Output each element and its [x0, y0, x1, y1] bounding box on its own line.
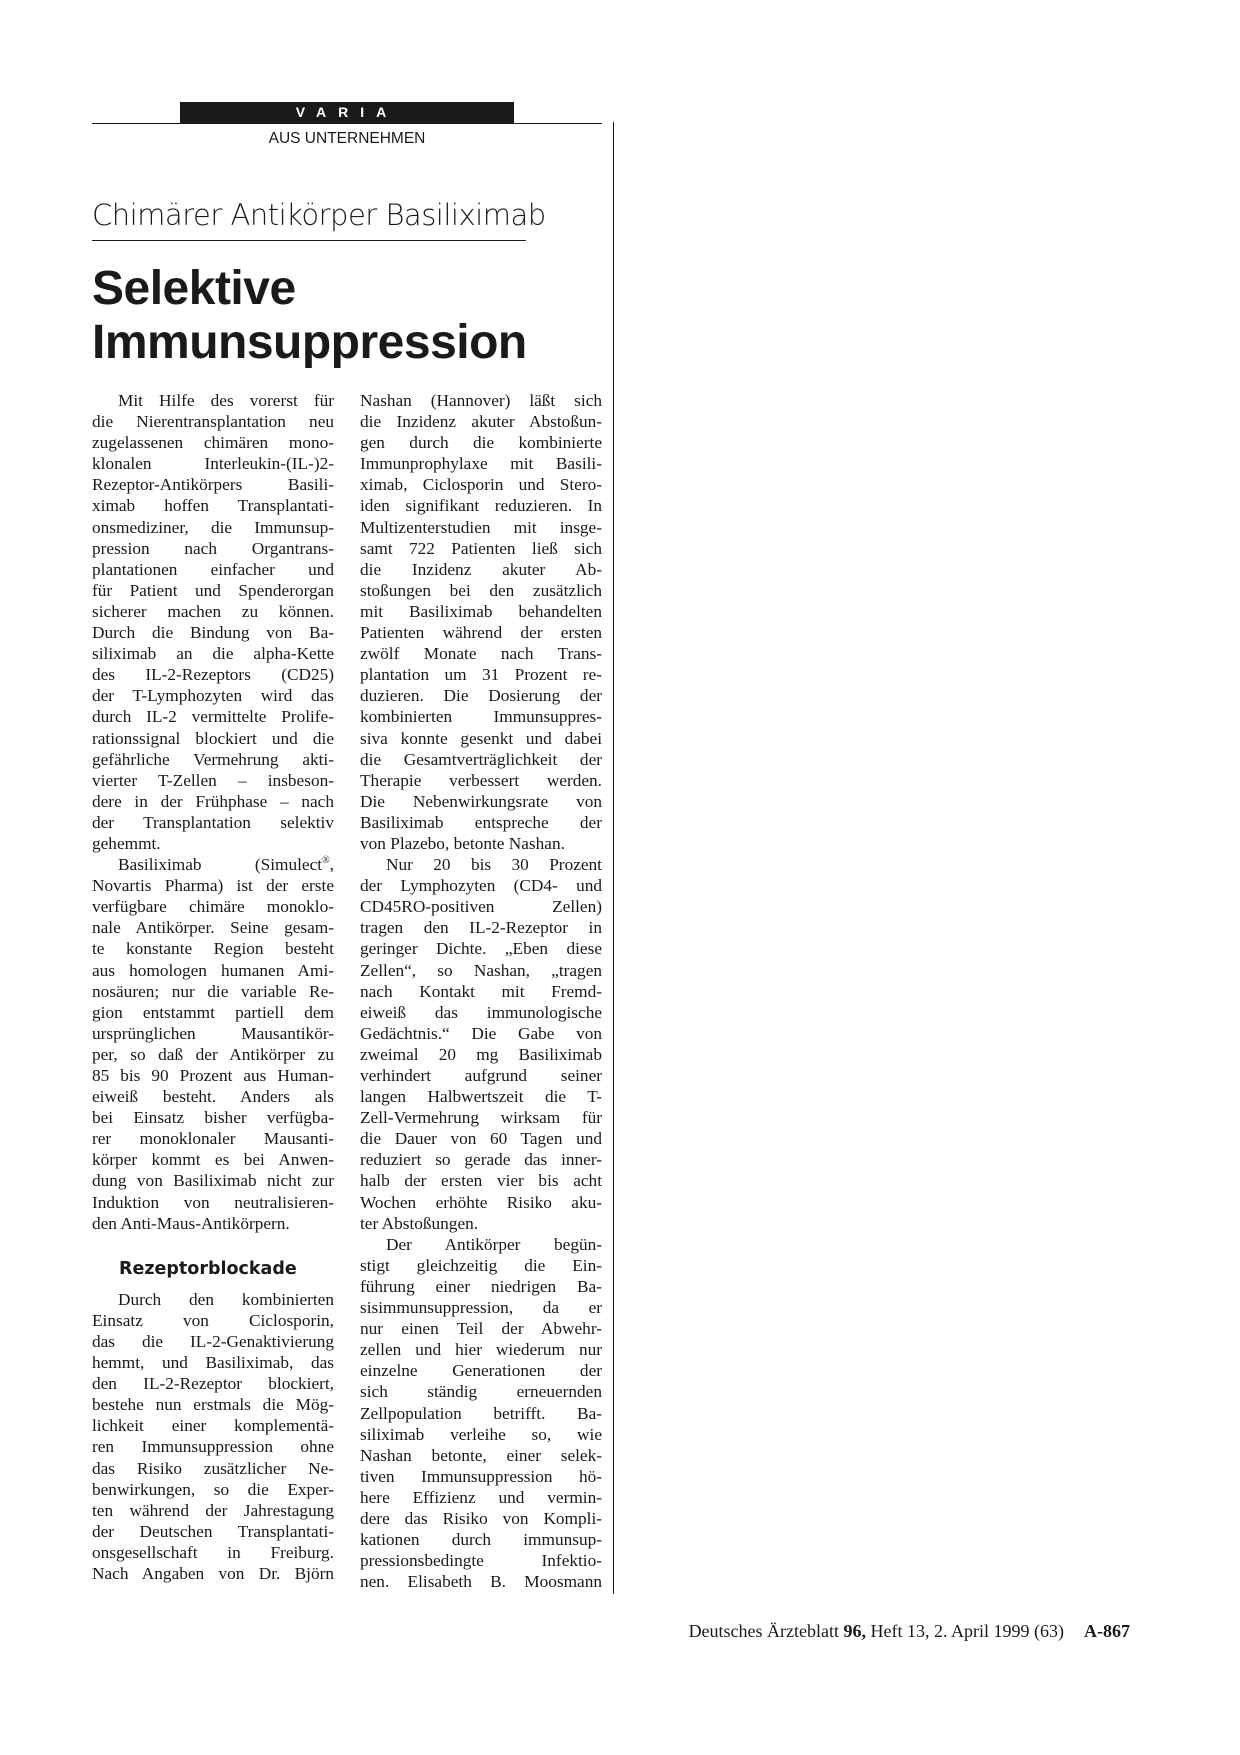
subheading: Rezeptorblockade: [119, 1258, 297, 1279]
subsection-label: AUS UNTERNEHMEN: [268, 130, 426, 147]
footer-volume: 96,: [843, 1621, 867, 1641]
text-line: des IL-2-Rezeptors (CD25): [92, 665, 334, 685]
text-line: stigt gleichzeitig die Ein-: [360, 1255, 602, 1275]
text-line: verfügbare chimäre monoklo-: [92, 897, 334, 917]
text-line: Rezeptor-Antikörpers Basili-: [92, 475, 334, 495]
text-line: ximab, Ciclosporin und Stero-: [360, 475, 602, 495]
text-line: lichkeit einer komplementä-: [92, 1416, 334, 1436]
kicker-underline: [92, 240, 526, 241]
text-line: stoßungen bei den zusätzlich: [360, 580, 602, 600]
text-line: Nur 20 bis 30 Prozent: [386, 855, 602, 875]
text-line: nach Kontakt mit Fremd-: [360, 981, 602, 1001]
text-line: dere in der Frühphase – nach: [92, 791, 334, 811]
text-line: Induktion von neutralisieren-: [92, 1192, 334, 1212]
text-line: reduziert so gerade das inner-: [360, 1150, 602, 1170]
text-line: ren Immunsuppression ohne: [92, 1437, 334, 1457]
text-line: zellen und hier wiederum nur: [360, 1340, 602, 1360]
text-line: siliximab an die alpha-Kette: [92, 644, 334, 664]
text-line: Wochen erhöhte Risiko aku-: [360, 1192, 602, 1212]
text-line: plantation um 31 Prozent re-: [360, 665, 602, 685]
text-line: Therapie verbessert werden.: [360, 770, 602, 790]
text-line: dere das Risiko von Kompli-: [360, 1508, 602, 1528]
text-line: sisimmunsuppression, da er: [360, 1298, 602, 1318]
text-line: Basiliximab entspreche der: [360, 812, 602, 832]
text-line: benwirkungen, so die Exper-: [92, 1479, 334, 1499]
footer-issue: Heft 13, 2. April 1999 (63): [870, 1621, 1064, 1641]
text-line: iden signifikant reduzieren. In: [360, 496, 602, 516]
article-column-2: [360, 390, 602, 1592]
text-line: der T-Lymphozyten wird das: [92, 686, 334, 706]
text-line: die Dauer von 60 Tagen und: [360, 1129, 602, 1149]
text-line: der Transplantation selektiv: [92, 812, 334, 832]
text-line: tragen den IL-2-Rezeptor in: [360, 918, 602, 938]
text-line: ter Abstoßungen.: [360, 1213, 479, 1233]
text-line: here Effizienz und vermin-: [360, 1487, 602, 1507]
text-line: gen durch die kombinierte: [360, 433, 602, 453]
text-line: tiven Immunsuppression hö-: [360, 1466, 602, 1486]
text-line: ten während der Jahrestagung: [92, 1500, 334, 1520]
text-line: aus homologen humanen Ami-: [92, 960, 334, 980]
text-line: zwölf Monate nach Trans-: [360, 644, 602, 664]
headline-line: Immunsuppression: [92, 316, 527, 369]
text-line: Zellpopulation betrifft. Ba-: [360, 1403, 602, 1423]
text-line: nale Antikörper. Seine gesam-: [92, 918, 334, 938]
text-line: Novartis Pharma) ist der erste: [92, 876, 334, 896]
text-line: Durch die Bindung von Ba-: [92, 623, 334, 643]
text-line: die Nierentransplantation neu: [92, 412, 334, 432]
text-line: zweimal 20 mg Basiliximab: [360, 1044, 602, 1064]
text-line: Zellen“, so Nashan, „tragen: [360, 960, 602, 980]
text-line: den IL-2-Rezeptor blockiert,: [92, 1374, 334, 1394]
article-kicker: Chimärer Antikörper Basiliximab: [92, 198, 546, 232]
text-line: zugelassenen chimären mono-: [92, 433, 334, 453]
text-line: siva konnte gesenkt und dabei: [360, 728, 602, 748]
text-line: Nashan (Hannover) läßt sich: [360, 391, 602, 410]
text-line: Mit Hilfe des vorerst für: [118, 391, 334, 410]
text-line: ximab hoffen Transplantati-: [92, 496, 334, 516]
column-rule: [613, 122, 614, 1594]
page-footer: [630, 1620, 1130, 1642]
text-line: vierter T-Zellen – insbeson-: [92, 770, 334, 790]
text-line: nur einen Teil der Abwehr-: [360, 1319, 602, 1339]
text-line: te konstante Region besteht: [92, 939, 334, 959]
text-line: führung einer niedrigen Ba-: [360, 1276, 602, 1296]
headline-line: Selektive: [92, 262, 296, 315]
text-line: Durch den kombinierten: [118, 1289, 334, 1309]
text-line: Die Nebenwirkungsrate von: [360, 791, 602, 811]
text-line: Patienten während der ersten: [360, 623, 602, 643]
text-line: samt 722 Patienten ließ sich: [360, 538, 602, 558]
text-line: Nashan betonte, einer selek-: [360, 1445, 602, 1465]
text-line: bestehe nun erstmals die Mög-: [92, 1395, 334, 1415]
text-line: Zell-Vermehrung wirksam für: [360, 1108, 602, 1128]
text-line: einzelne Generationen der: [360, 1361, 602, 1381]
text-line: Multizenterstudien mit insge-: [360, 517, 602, 537]
text-line: sicherer machen zu können.: [92, 601, 334, 621]
registered-mark: ®: [322, 855, 330, 867]
text-line: bei Einsatz bisher verfügba-: [92, 1108, 334, 1128]
footer-journal: Deutsches Ärzteblatt: [688, 1621, 840, 1641]
text-line: eiweiß besteht. Anders als: [92, 1087, 334, 1107]
footer-page-number: A-867: [1084, 1621, 1130, 1641]
text-line: ursprünglichen Mausantikör-: [92, 1023, 334, 1043]
text-line: geringer Dichte. „Eben diese: [360, 939, 602, 959]
text-line: pressionsbedingte Infektio-: [360, 1551, 602, 1571]
header-rule: [92, 123, 602, 124]
text-line: 85 bis 90 Prozent aus Human-: [92, 1066, 334, 1085]
text-line: langen Halbwertszeit die T-: [360, 1087, 602, 1107]
text-line: von Plazebo, betonte Nashan.: [360, 833, 565, 853]
text-line: nen. Elisabeth B. Moosmann: [360, 1572, 602, 1592]
article-headline: [92, 262, 612, 370]
text-line: für Patient und Spenderorgan: [92, 580, 334, 600]
text-line: gion entstammt partiell dem: [92, 1002, 334, 1022]
text-line: gehemmt.: [92, 833, 161, 853]
text-line: dung von Basiliximab nicht zur: [92, 1171, 334, 1191]
text-line: sich ständig erneuernden: [360, 1382, 602, 1402]
text-line: Einsatz von Ciclosporin,: [92, 1310, 334, 1330]
text-line: die Inzidenz akuter Ab-: [360, 559, 602, 579]
text-line: den Anti-Maus-Antikörpern.: [92, 1213, 290, 1233]
text-line: pression nach Organtrans-: [92, 538, 334, 558]
text-line: onsmediziner, die Immunsup-: [92, 517, 334, 537]
section-banner: VARIA: [180, 102, 514, 123]
text-line: verhindert aufgrund seiner: [360, 1066, 602, 1085]
text-line: durch IL-2 vermittelte Prolife-: [92, 707, 334, 727]
text-line: CD45RO-positiven Zellen): [360, 897, 602, 917]
text-line: kombinierten Immunsuppres-: [360, 707, 602, 727]
text-line: halb der ersten vier bis acht: [360, 1171, 602, 1191]
text-line: das die IL-2-Genaktivierung: [92, 1331, 334, 1351]
text-line: Basiliximab (Simulect®,: [118, 855, 334, 875]
article-column-1: [92, 390, 334, 1584]
text-line: Gedächtnis.“ Die Gabe von: [360, 1023, 602, 1043]
text-line: das Risiko zusätzlicher Ne-: [92, 1458, 334, 1478]
text-line: die Gesamtverträglichkeit der: [360, 749, 602, 769]
text-line: körper kommt es bei Anwen-: [92, 1150, 334, 1170]
text-line: rationssignal blockiert und die: [92, 728, 334, 748]
text-line: gefährliche Vermehrung akti-: [92, 749, 334, 769]
text-line: der Lymphozyten (CD4- und: [360, 876, 602, 896]
text-line: mit Basiliximab behandelten: [360, 601, 602, 621]
text-line: per, so daß der Antikörper zu: [92, 1044, 334, 1064]
text-line: duzieren. Die Dosierung der: [360, 686, 602, 706]
text-line: nosäuren; nur die variable Re-: [92, 981, 334, 1001]
registered-comma: ,: [329, 855, 334, 875]
text-line: onsgesellschaft in Freiburg.: [92, 1542, 334, 1562]
text-line: die Inzidenz akuter Abstoßun-: [360, 412, 602, 432]
text-line: Der Antikörper begün-: [386, 1234, 602, 1254]
text-line: Nach Angaben von Dr. Björn: [92, 1563, 334, 1583]
text-line: der Deutschen Transplantati-: [92, 1521, 334, 1541]
text-line: hemmt, und Basiliximab, das: [92, 1353, 334, 1373]
text-line: klonalen Interleukin-(IL-)2-: [92, 454, 334, 474]
text-line: Immunprophylaxe mit Basili-: [360, 454, 602, 474]
text-line: siliximab verleihe so, wie: [360, 1424, 602, 1444]
text-line: plantationen einfacher und: [92, 559, 334, 579]
text-line: rer monoklonaler Mausanti-: [92, 1129, 334, 1149]
text-line: eiweiß das immunologische: [360, 1002, 602, 1022]
text-line: kationen durch immunsup-: [360, 1530, 602, 1550]
